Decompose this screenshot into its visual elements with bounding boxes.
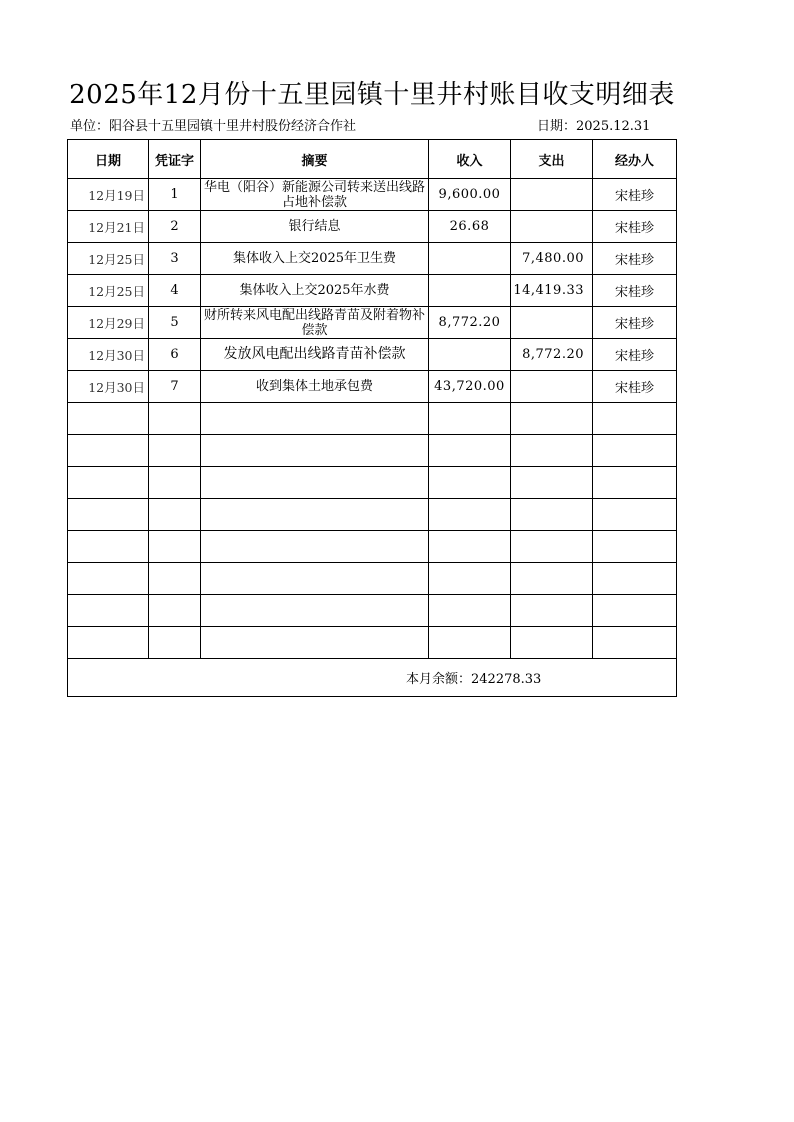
cell-expense: [511, 371, 593, 403]
empty-cell: [429, 467, 511, 499]
cell-expense: [511, 179, 593, 211]
empty-cell: [511, 467, 593, 499]
cell-voucher: 1: [149, 179, 201, 211]
empty-cell: [149, 403, 201, 435]
cell-date: 12月29日: [68, 307, 149, 339]
empty-row: [68, 403, 677, 435]
table-row: [68, 211, 677, 243]
empty-cell: [201, 595, 429, 627]
empty-cell: [593, 595, 677, 627]
cell-summary: 集体收入上交2025年卫生费: [201, 243, 429, 275]
header-summary: 摘要: [201, 140, 429, 179]
empty-cell: [68, 467, 149, 499]
empty-row: [68, 627, 677, 659]
header-voucher: 凭证字: [149, 140, 201, 179]
cell-date: 12月21日: [68, 211, 149, 243]
empty-cell: [593, 435, 677, 467]
cell-expense: [511, 307, 593, 339]
empty-cell: [593, 531, 677, 563]
empty-row: [68, 499, 677, 531]
empty-cell: [429, 435, 511, 467]
empty-cell: [511, 595, 593, 627]
empty-cell: [511, 435, 593, 467]
empty-cell: [201, 627, 429, 659]
cell-income: 43,720.00: [429, 371, 511, 403]
empty-cell: [429, 403, 511, 435]
cell-handler: 宋桂珍: [593, 179, 677, 211]
table-row: [68, 339, 677, 371]
table-row: [68, 307, 677, 339]
empty-cell: [593, 403, 677, 435]
empty-row: [68, 595, 677, 627]
empty-cell: [149, 595, 201, 627]
empty-cell: [511, 563, 593, 595]
table-row: [68, 275, 677, 307]
cell-handler: 宋桂珍: [593, 307, 677, 339]
empty-cell: [511, 531, 593, 563]
cell-summary: 发放风电配出线路青苗补偿款: [201, 339, 429, 371]
organization-unit: 单位：阳谷县十五里园镇十里井村股份经济合作社: [70, 119, 357, 134]
cell-date: 12月25日: [68, 275, 149, 307]
empty-cell: [511, 627, 593, 659]
report-date: 日期：2025.12.31: [537, 119, 651, 134]
empty-cell: [429, 595, 511, 627]
table-row: [68, 179, 677, 211]
balance-row: [68, 659, 677, 697]
cell-summary: [201, 307, 429, 339]
cell-expense: [511, 211, 593, 243]
cell-handler: 宋桂珍: [593, 339, 677, 371]
empty-cell: [149, 467, 201, 499]
cell-income: 9,600.00: [429, 179, 511, 211]
cell-date: 12月19日: [68, 179, 149, 211]
cell-voucher: 7: [149, 371, 201, 403]
header-expense: 支出: [511, 140, 593, 179]
ledger-table: [67, 139, 677, 697]
cell-handler: 宋桂珍: [593, 211, 677, 243]
cell-date: 12月30日: [68, 371, 149, 403]
cell-expense: 7,480.00: [511, 243, 593, 275]
empty-row: [68, 531, 677, 563]
cell-income: 26.68: [429, 211, 511, 243]
empty-cell: [149, 563, 201, 595]
header-handler: 经办人: [593, 140, 677, 179]
header-income: 收入: [429, 140, 511, 179]
empty-cell: [201, 467, 429, 499]
cell-voucher: 6: [149, 339, 201, 371]
empty-cell: [201, 499, 429, 531]
empty-cell: [149, 435, 201, 467]
cell-expense: 8,772.20: [511, 339, 593, 371]
empty-cell: [149, 627, 201, 659]
cell-income: [429, 243, 511, 275]
cell-summary: [201, 179, 429, 211]
empty-cell: [201, 563, 429, 595]
empty-cell: [68, 563, 149, 595]
empty-cell: [68, 627, 149, 659]
empty-cell: [68, 403, 149, 435]
cell-voucher: 2: [149, 211, 201, 243]
empty-cell: [201, 531, 429, 563]
table-header-row: [68, 140, 677, 179]
empty-cell: [593, 627, 677, 659]
empty-cell: [593, 563, 677, 595]
header-date: 日期: [68, 140, 149, 179]
cell-handler: 宋桂珍: [593, 243, 677, 275]
cell-income: 8,772.20: [429, 307, 511, 339]
cell-expense: 14,419.33: [511, 275, 593, 307]
empty-cell: [593, 467, 677, 499]
empty-row: [68, 467, 677, 499]
cell-voucher: 3: [149, 243, 201, 275]
cell-summary: 银行结息: [201, 211, 429, 243]
empty-cell: [149, 531, 201, 563]
cell-income: [429, 339, 511, 371]
empty-row: [68, 435, 677, 467]
cell-voucher: 4: [149, 275, 201, 307]
cell-date: 12月25日: [68, 243, 149, 275]
cell-voucher: 5: [149, 307, 201, 339]
empty-cell: [68, 595, 149, 627]
cell-summary-text: 财所转来风电配出线路青苗及附着物补偿款: [203, 308, 425, 337]
cell-date: 12月30日: [68, 339, 149, 371]
cell-summary: 收到集体土地承包费: [201, 371, 429, 403]
empty-cell: [429, 627, 511, 659]
table-row: [68, 371, 677, 403]
empty-cell: [429, 563, 511, 595]
empty-cell: [68, 531, 149, 563]
cell-handler: 宋桂珍: [593, 275, 677, 307]
empty-cell: [68, 499, 149, 531]
empty-cell: [429, 499, 511, 531]
empty-cell: [68, 435, 149, 467]
empty-cell: [429, 531, 511, 563]
empty-row: [68, 563, 677, 595]
empty-cell: [149, 499, 201, 531]
page-title: 2025年12月份十五里园镇十里井村账目收支明细表: [69, 80, 675, 110]
empty-cell: [593, 499, 677, 531]
cell-summary-text: 华电（阳谷）新能源公司转来送出线路占地补偿款: [203, 180, 425, 209]
table-row: [68, 243, 677, 275]
cell-handler: 宋桂珍: [593, 371, 677, 403]
cell-summary: 集体收入上交2025年水费: [201, 275, 429, 307]
empty-cell: [511, 403, 593, 435]
empty-cell: [201, 435, 429, 467]
empty-cell: [511, 499, 593, 531]
cell-income: [429, 275, 511, 307]
empty-cell: [201, 403, 429, 435]
monthly-balance: 本月余额：242278.33: [68, 659, 677, 697]
